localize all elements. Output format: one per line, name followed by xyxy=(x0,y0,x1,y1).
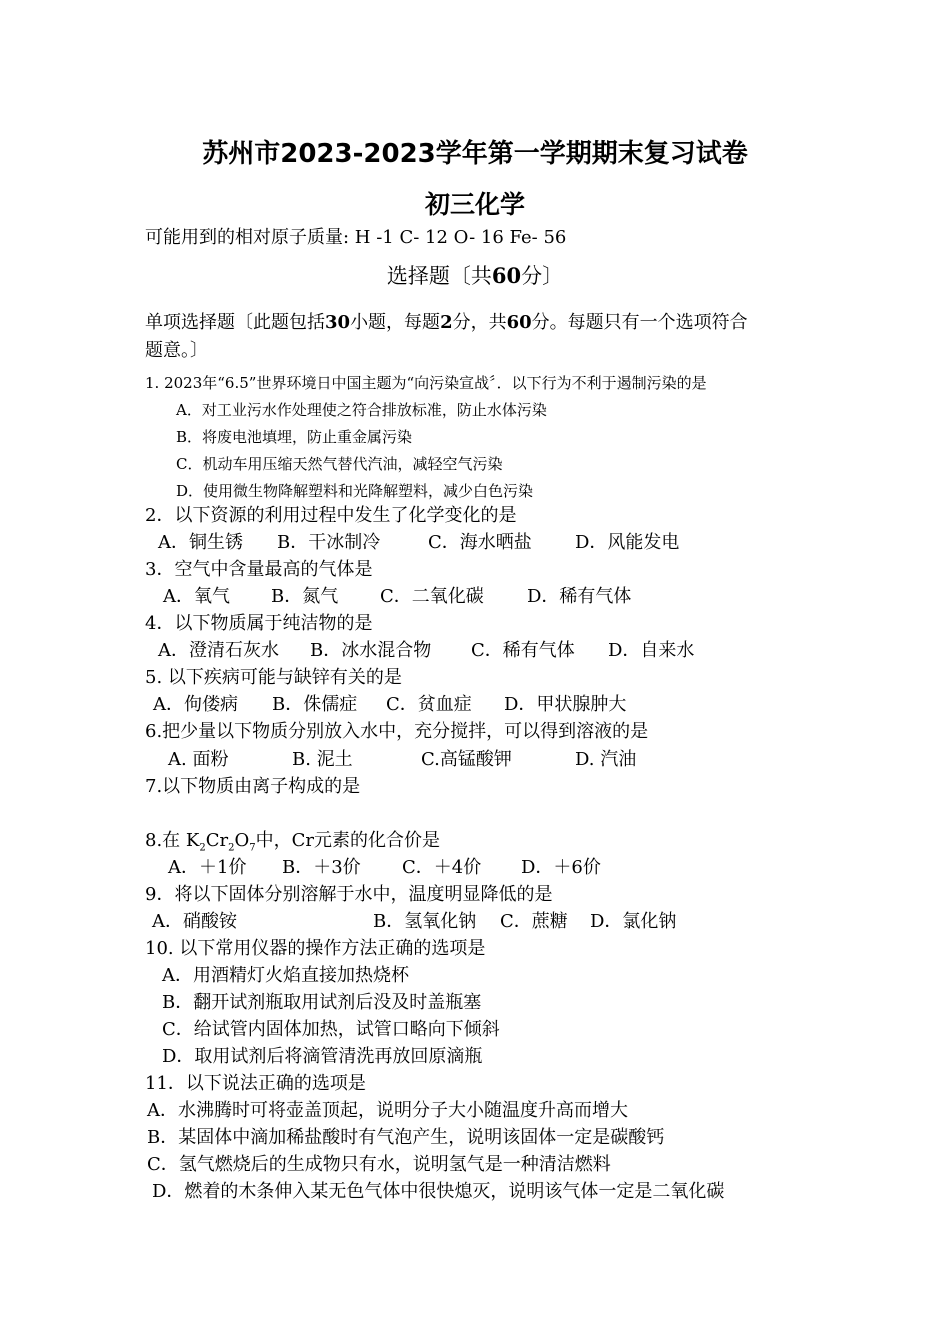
q10-option-b: B．翻开试剂瓶取用试剂后没及时盖瓶塞 xyxy=(162,992,482,1013)
q5-option-d: D．甲状腺肿大 xyxy=(504,694,627,715)
q9-option-b: B．氢氧化钠 xyxy=(373,911,477,932)
q8-stem-post: 中，Cr元素的化合价是 xyxy=(255,830,441,851)
instr-text-3: 分，共 xyxy=(452,312,507,333)
q8-stem xyxy=(145,830,440,860)
q8-stem-o: O xyxy=(234,830,250,851)
q5-stem: 5. 以下疾病可能与缺锌有关的是 xyxy=(145,667,402,688)
atomic-mass-line: 可能用到的相对原子质量: H -1 C- 12 O- 16 Fe- 56 xyxy=(145,227,567,248)
q8-stem-pre: 8.在 K xyxy=(145,830,200,851)
q4-option-d: D．自来水 xyxy=(608,640,695,661)
q5-option-a: A．佝偻病 xyxy=(153,694,238,715)
instr-points-each: 2 xyxy=(440,312,453,333)
section-heading xyxy=(0,260,950,290)
q2-stem: 2．以下资源的利用过程中发生了化学变化的是 xyxy=(145,505,517,526)
q1-option-b: B．将废电池填埋，防止重金属污染 xyxy=(176,428,413,446)
exam-title: 苏州市2023-2023学年第一学期期末复习试卷 xyxy=(202,139,748,169)
q11-stem: 11．以下说法正确的选项是 xyxy=(145,1073,366,1094)
q5-option-b: B．侏儒症 xyxy=(272,694,358,715)
q6-option-b: B. 泥土 xyxy=(292,749,353,770)
q11-option-a: A．水沸腾时可将壶盖顶起，说明分子大小随温度升高而增大 xyxy=(147,1100,628,1121)
instr-points-total: 60 xyxy=(506,312,532,333)
q10-option-a: A．用酒精灯火焰直接加热烧杯 xyxy=(162,965,409,986)
q2-option-d: D．风能发电 xyxy=(575,532,680,553)
q8-sub-cr: 2 xyxy=(228,842,235,854)
exam-subtitle: 初三化学 xyxy=(424,190,525,219)
q8-option-c: C．＋4价 xyxy=(402,857,482,878)
q4-option-b: B．冰水混合物 xyxy=(310,640,432,661)
instructions-line-2: 题意。〕 xyxy=(145,340,208,361)
q10-option-d: D．取用试剂后将滴管清洗再放回原滴瓶 xyxy=(162,1046,483,1067)
instr-text-1: 单项选择题〔此题包括 xyxy=(145,312,325,333)
q2-option-c: C．海水晒盐 xyxy=(428,532,532,553)
q3-option-b: B．氮气 xyxy=(271,586,339,607)
section-heading-post: 分〕 xyxy=(521,264,564,288)
q6-option-c: C.高锰酸钾 xyxy=(421,749,512,770)
q1-option-a: A．对工业污水作处理使之符合排放标准，防止水体污染 xyxy=(176,401,547,419)
q9-option-c: C．蔗糖 xyxy=(500,911,568,932)
q6-option-a: A. 面粉 xyxy=(168,749,229,770)
instr-text-2: 小题，每题 xyxy=(350,312,441,333)
q8-option-b: B．＋3价 xyxy=(282,857,361,878)
q2-option-b: B．干冰制冷 xyxy=(277,532,381,553)
q10-stem: 10. 以下常用仪器的操作方法正确的选项是 xyxy=(145,938,486,959)
q4-option-c: C．稀有气体 xyxy=(471,640,575,661)
q2-option-a: A．铜生锈 xyxy=(158,532,243,553)
q1-option-d: D．使用微生物降解塑料和光降解塑料，减少白色污染 xyxy=(176,482,534,500)
q8-sub-k: 2 xyxy=(199,842,206,854)
q9-stem: 9．将以下固体分别溶解于水中，温度明显降低的是 xyxy=(145,884,553,905)
q6-option-d: D. 汽油 xyxy=(575,749,637,770)
q10-option-c: C．给试管内固体加热，试管口略向下倾斜 xyxy=(162,1019,500,1040)
q3-stem: 3．空气中含量最高的气体是 xyxy=(145,559,373,580)
q3-option-c: C．二氧化碳 xyxy=(380,586,484,607)
q8-option-d: D．＋6价 xyxy=(521,857,601,878)
instr-text-4: 分。每题只有一个选项符合 xyxy=(531,312,748,333)
instructions-line-1 xyxy=(145,312,748,334)
q4-option-a: A．澄清石灰水 xyxy=(158,640,279,661)
q8-sub-o: 7 xyxy=(249,842,256,854)
q7-stem: 7.以下物质由离子构成的是 xyxy=(145,776,361,797)
q3-option-d: D．稀有气体 xyxy=(527,586,632,607)
q1-stem: 1. 2023年“6.5”世界环境日中国主题为“向污染宣战〞．以下行为不利于遏制污染的是 xyxy=(145,374,707,392)
q6-stem: 6.把少量以下物质分别放入水中，充分搅拌，可以得到溶液的是 xyxy=(145,721,649,742)
q1-option-c: C．机动车用压缩天然气替代汽油，减轻空气污染 xyxy=(176,455,503,473)
section-heading-score: 60 xyxy=(491,263,522,288)
q8-stem-cr: Cr xyxy=(205,830,229,851)
q9-option-a: A．硝酸铵 xyxy=(152,911,237,932)
q11-option-b: B．某固体中滴加稀盐酸时有气泡产生，说明该固体一定是碳酸钙 xyxy=(147,1127,665,1148)
q3-option-a: A．氧气 xyxy=(163,586,230,607)
instr-count: 30 xyxy=(325,312,351,333)
q8-option-a: A．＋1价 xyxy=(168,857,247,878)
q5-option-c: C．贫血症 xyxy=(386,694,472,715)
q4-stem: 4．以下物质属于纯洁物的是 xyxy=(145,613,373,634)
q11-option-d: D．燃着的木条伸入某无色气体中很快熄灭，说明该气体一定是二氧化碳 xyxy=(152,1181,725,1202)
q9-option-d: D．氯化钠 xyxy=(590,911,677,932)
q11-option-c: C．氢气燃烧后的生成物只有水，说明氢气是一种清洁燃料 xyxy=(147,1154,611,1175)
section-heading-pre: 选择题〔共 xyxy=(386,264,492,288)
